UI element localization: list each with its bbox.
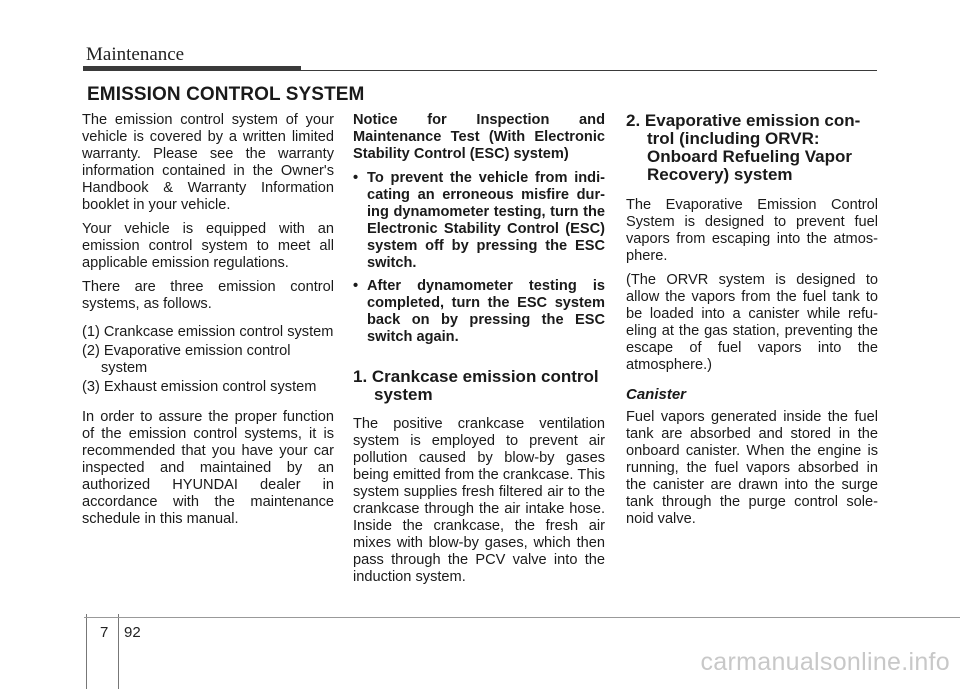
- list-item: • After dynamometer testing is completed, turn the ESC system back on by pressing the ESC switch again.: [353, 278, 605, 345]
- col1-paragraph-4: In order to assure the proper function of the emission control systems, it is recommended that you have your car inspected and maintained by an authorized HYUNDAI dealer in accordance with the maintenance schedule in this manual.: [82, 409, 334, 527]
- column-1: [82, 112, 334, 535]
- list-item: • To prevent the vehicle from indi-cating an erroneous misfire dur-ing dynamometer testing, turn the Electronic Stability Control (ESC) system off by pressing the ESC switch.: [353, 170, 605, 271]
- column-2: [353, 112, 605, 593]
- header-title: Maintenance: [86, 44, 185, 65]
- col2-paragraph-1: The positive crankcase ventilation system is employed to prevent air pollution caused by blow-by gases being emitted from the crankcase. This system supplies fresh filtered air to the crankcase through the air intake hose. Inside the crankcase, the fresh air mixes with blow-by gases, which then pass through the PCV valve into the induction system.: [353, 416, 605, 585]
- col1-paragraph-3: There are three emission control systems, as follows.: [82, 279, 334, 312]
- footer-vertical-rule-left: [86, 614, 87, 689]
- header-rule-thick: [83, 66, 301, 71]
- list-item: (1) Crankcase emission control system: [82, 324, 334, 340]
- watermark: carmanualsonline.info: [700, 648, 950, 676]
- list-item: (3) Exhaust emission control system: [82, 379, 317, 395]
- column-3: [626, 112, 878, 535]
- emission-systems-list: [82, 324, 334, 396]
- list-item: (2) Evaporative emission control system: [82, 343, 291, 376]
- col3-paragraph-2: (The ORVR system is designed to allow the vapors from the fuel tank to be loaded into a canister while refu-eling at the gas station, preventing the escape of fuel vapors into the atmosphere.): [626, 272, 878, 373]
- evaporative-heading: 2. Evaporative emission con-trol (including ORVR: Onboard Refueling Vapor Recovery) system: [626, 111, 861, 184]
- crankcase-heading: 1. Crankcase emission control system: [353, 367, 599, 404]
- page-number: 92: [124, 624, 141, 641]
- bullet-icon: •: [353, 170, 359, 186]
- bullet-icon: •: [353, 278, 359, 294]
- header-rule-thin: [301, 70, 877, 71]
- col1-paragraph-2: Your vehicle is equipped with an emission control system to meet all applicable emission regulations.: [82, 221, 334, 271]
- footer-vertical-rule-right: [118, 614, 119, 689]
- section-title: EMISSION CONTROL SYSTEM: [87, 84, 365, 105]
- footer-horizontal-rule: [84, 617, 960, 618]
- notice-heading: Notice for Inspection and Maintenance Test (With Electronic Stability Control (ESC) system): [353, 112, 605, 162]
- col1-paragraph-1: The emission control system of your vehicle is covered by a written limited warranty. Please see the warranty information contained in the Owner's Handbook & Warranty Information booklet in your vehicle.: [82, 112, 334, 213]
- col3-paragraph-3: Fuel vapors generated inside the fuel tank are absorbed and stored in the onboard canister. When the engine is running, the fuel vapors absorbed in the canister are drawn into the surge tank through the purge control sole-noid valve.: [626, 409, 878, 527]
- col3-paragraph-1: The Evaporative Emission Control System is designed to prevent fuel vapors from escaping into the atmos-phere.: [626, 197, 878, 264]
- canister-subheading: Canister: [626, 386, 687, 403]
- notice-bullets: [353, 170, 605, 346]
- page-chapter: 7: [100, 624, 109, 641]
